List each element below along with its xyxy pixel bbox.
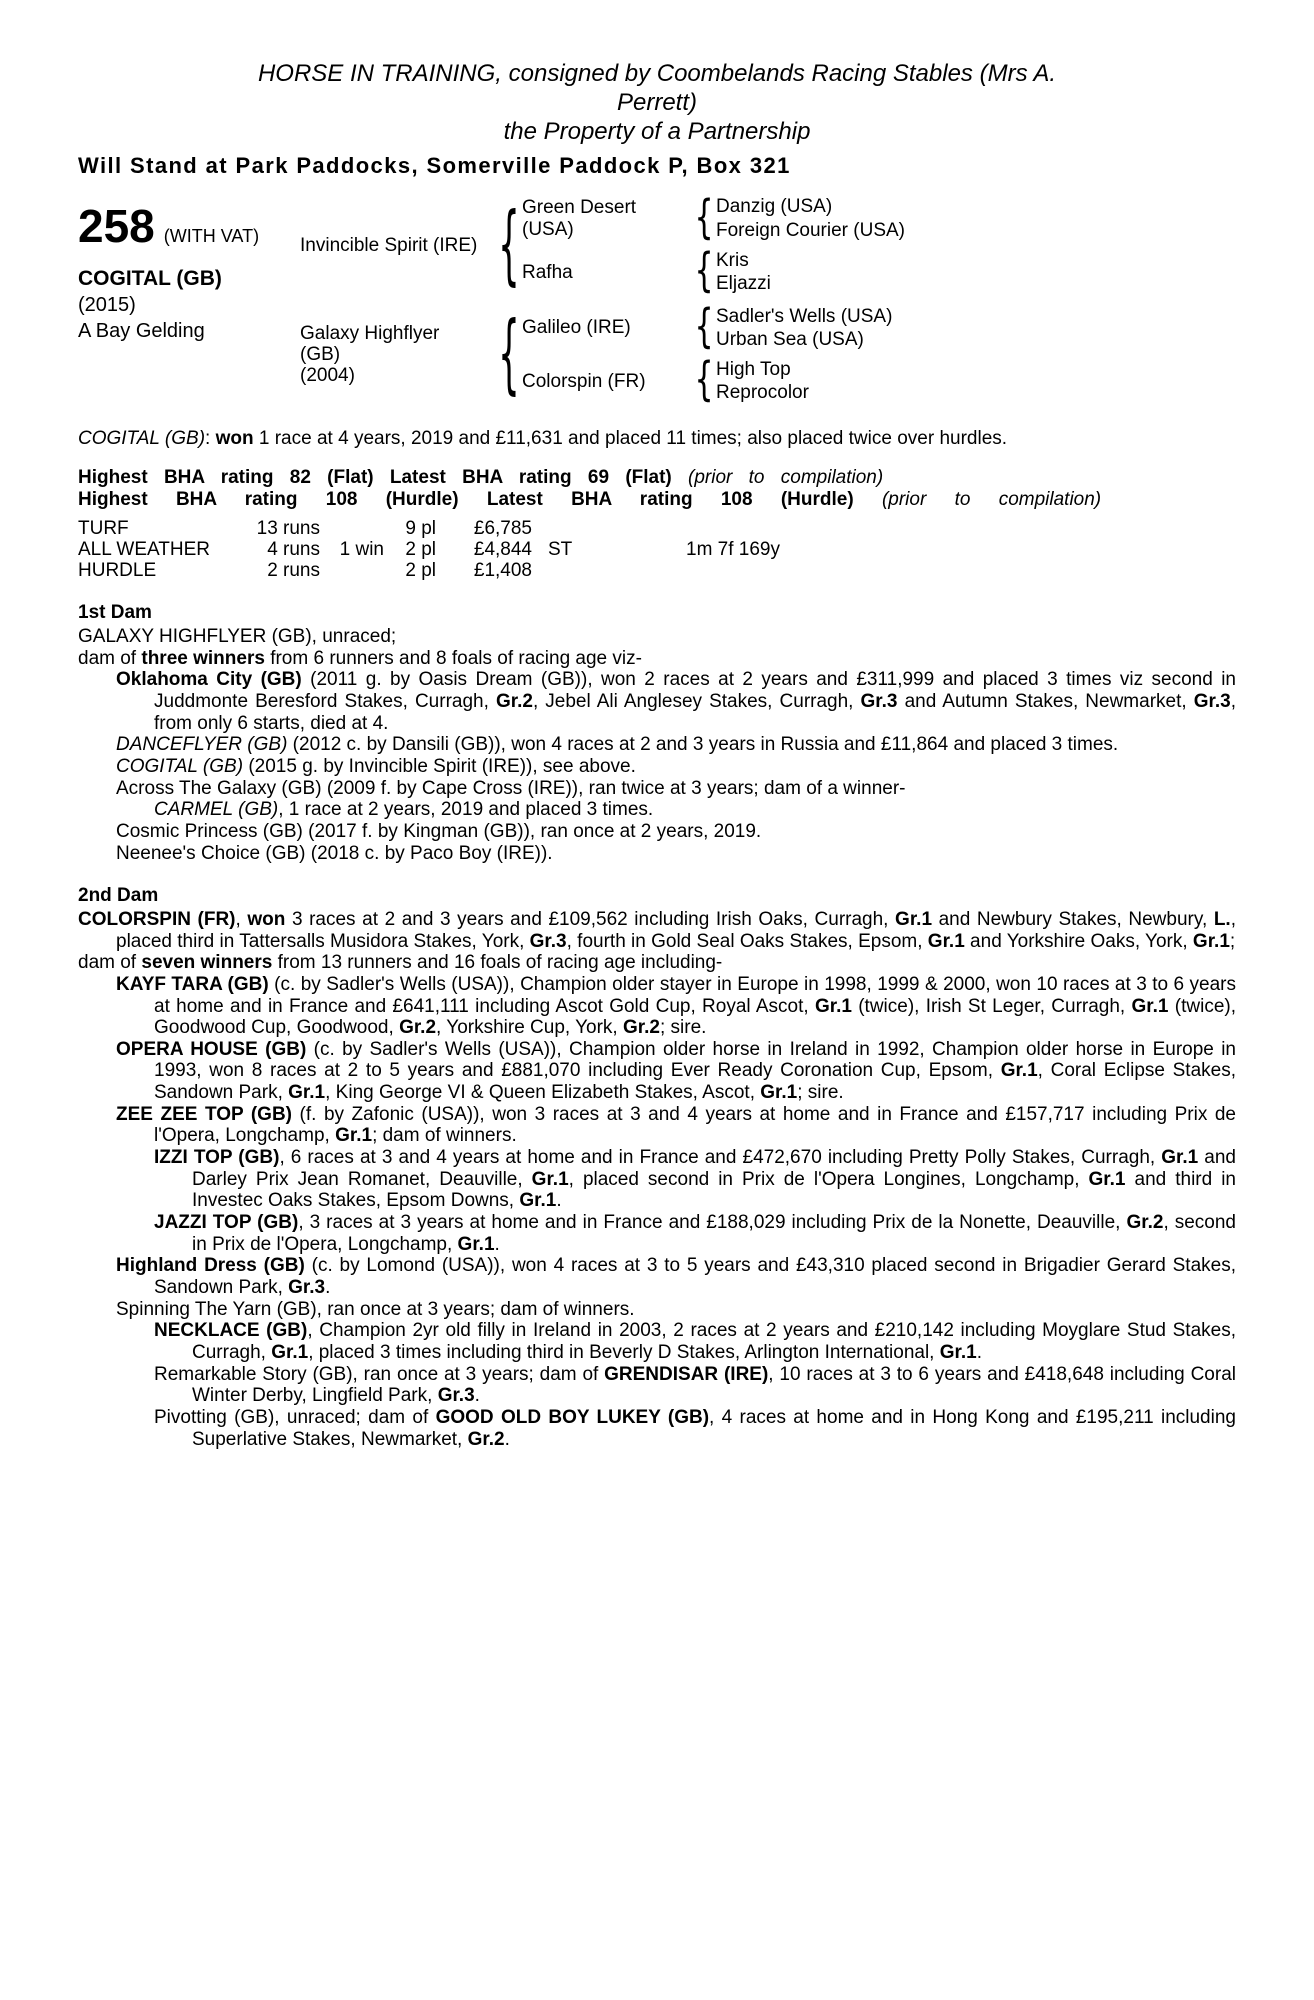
- produce-entry-zee-zee-top: ZEE ZEE TOP (GB) (f. by Zafonic (USA)), won 3 races at 3 and 4 years at home and in France and £157,717 including Prix de l'Opera, Longchamp, Gr.1; dam of winners.: [116, 1103, 1237, 1147]
- places-cell: 9 pl: [405, 517, 436, 539]
- page-header: [78, 60, 1236, 178]
- sire-name: Invincible Spirit (IRE): [300, 234, 478, 256]
- pedigree-sire-half: [300, 190, 1236, 299]
- dam-name: [300, 323, 496, 387]
- dam-sire-row: [522, 299, 1236, 355]
- produce-entry-highland-dress: Highland Dress (GB) (c. by Lomond (USA)), won 4 races at 3 to 5 years and £43,310 placed second in Brigadier Gerard Stakes, Sandown Park, Gr.3.: [116, 1255, 1236, 1299]
- bha-rating-flat: Highest BHA rating 82 (Flat) Latest BHA rating 69 (Flat) (prior to compilation): [78, 467, 884, 489]
- horse-name: COGITAL (GB): [78, 266, 222, 290]
- pedigree-table: [300, 190, 1236, 408]
- lot-number-row: [78, 200, 300, 252]
- st-cell: [532, 518, 686, 539]
- st-cell: ST: [548, 538, 573, 560]
- dam-name-line-2: (GB): [300, 343, 341, 365]
- sire-sire-row: [522, 190, 1236, 246]
- sire-dam-sire: Kris: [716, 250, 749, 271]
- second-dam-section: [78, 909, 1236, 1450]
- surface-cell: HURDLE: [78, 560, 157, 582]
- sire-dam-dam: Eljazzi: [716, 273, 771, 295]
- foaling-year: (2015): [78, 293, 136, 316]
- produce-entry-necklace: NECKLACE (GB), Champion 2yr old filly in Ireland in 2003, 2 races at 2 years and £210,142 including Moyglare Stud Stakes, Curragh, Gr.1, placed 3 times including third in Beverly D Stakes, Arlington International, Gr.1.: [154, 1320, 1236, 1364]
- places-cell: 2 pl: [405, 560, 436, 582]
- brace-icon: {: [498, 303, 520, 406]
- produce-entry-remarkable-story: Remarkable Story (GB), ran once at 3 years; dam of GRENDISAR (IRE), 10 races at 3 to 6 years and £418,648 including Coral Winter Derby, Lingfield Park, Gr.3.: [154, 1363, 1236, 1407]
- dam2-mare-line: COLORSPIN (FR), won 3 races at 2 and 3 years and £109,562 including Irish Oaks, Curragh, Gr.1 and Newbury Stakes, Newbury, L., placed third in Tattersalls Musidora Stakes, York, Gr.3, fourth in Gold Seal Oaks Stakes, Epsom, Gr.1 and Yorkshire Oaks, York, Gr.1;: [78, 908, 1236, 952]
- distance-cell: 1m 7f 169y: [686, 538, 780, 560]
- produce-entry-cogital: COGITAL (GB) (2015 g. by Invincible Spirit (IRE)), see above.: [116, 755, 636, 777]
- vat-note: (WITH VAT): [163, 226, 260, 247]
- produce-entry-carmel: CARMEL (GB), 1 race at 2 years, 2019 and placed 3 times.: [154, 799, 654, 821]
- dam-sire-sire: Sadler's Wells (USA): [716, 305, 893, 327]
- brace-icon: {: [498, 194, 520, 297]
- table-row-turf: [78, 518, 1236, 539]
- earnings-cell: £6,785: [473, 517, 532, 539]
- dam-dam-name: Colorspin (FR): [522, 370, 646, 392]
- pedigree-dam-half: [300, 299, 1236, 408]
- consignment-line-2: Perrett): [616, 88, 697, 116]
- second-dam-heading: 2nd Dam: [78, 885, 159, 907]
- brace-icon: {: [694, 244, 714, 299]
- earnings-cell: £4,844: [473, 538, 532, 560]
- bha-ratings: [78, 467, 1236, 510]
- first-dam-heading: 1st Dam: [78, 602, 152, 624]
- runs-cell: 13 runs: [256, 517, 320, 539]
- bha-rating-hurdle: Highest BHA rating 108 (Hurdle) Latest BHA rating 108 (Hurdle) (prior to compilation): [78, 488, 1102, 510]
- produce-entry-neenees-choice: Neenee's Choice (GB) (2018 c. by Paco Boy (IRE)).: [116, 842, 553, 864]
- produce-entry-cosmic-princess: Cosmic Princess (GB) (2017 f. by Kingman (GB)), ran once at 2 years, 2019.: [116, 820, 762, 842]
- dam-dam-row: [522, 353, 1236, 408]
- dam-name-line-3: (2004): [300, 365, 355, 387]
- sire-sire-name: Green Desert (USA): [522, 197, 637, 240]
- brace-icon: {: [694, 299, 714, 355]
- produce-entry-kayf-tara: KAYF TARA (GB) (c. by Sadler's Wells (USA)), Champion older stayer in Europe in 1998, 1999 & 2000, won 10 races at 3 to 6 years at home and in France and £641,111 including Ascot Gold Cup, Royal Ascot, Gr.1 (twice), Irish St Leger, Curragh, Gr.1 (twice), Goodwood Cup, Goodwood, Gr.2, Yorkshire Cup, York, Gr.2; sire.: [116, 973, 1236, 1039]
- sire-dam-row: [522, 244, 1236, 299]
- lot-number: 258: [78, 200, 155, 253]
- lot-and-pedigree: [78, 190, 1236, 408]
- dam-dam-sire: High Top: [716, 359, 791, 381]
- first-dam-section: [78, 626, 1236, 864]
- sire-sire-dam: Foreign Courier (USA): [716, 219, 905, 241]
- stand-location-line: Will Stand at Park Paddocks, Somerville Paddock P, Box 321: [78, 153, 791, 179]
- runs-cell: 2 runs: [267, 560, 320, 582]
- surface-cell: TURF: [78, 517, 129, 539]
- distance-cell: [686, 518, 1236, 539]
- lot-block: [78, 194, 300, 342]
- race-record-table: [78, 518, 1236, 582]
- wins-cell: 1 win: [339, 538, 384, 560]
- dam-dam-dam: Reprocolor: [716, 382, 809, 404]
- produce-entry-danceflyer: DANCEFLYER (GB) (2012 c. by Dansili (GB)), won 4 races at 2 and 3 years in Russia and £11,864 and placed 3 times.: [116, 734, 1119, 756]
- table-row-hurdle: [78, 560, 1236, 581]
- dam1-mare-line: GALAXY HIGHFLYER (GB), unraced;: [78, 626, 397, 648]
- colour-sex: A Bay Gelding: [78, 319, 205, 342]
- brace-icon: {: [694, 190, 714, 246]
- produce-entry-pivotting: Pivotting (GB), unraced; dam of GOOD OLD BOY LUKEY (GB), 4 races at home and in Hong Kong and £195,211 including Superlative Stakes, Newmarket, Gr.2.: [154, 1406, 1236, 1450]
- produce-entry-izzi-top: IZZI TOP (GB), 6 races at 3 and 4 years at home and in France and £472,670 including Pretty Polly Stakes, Curragh, Gr.1 and Darley Prix Jean Romanet, Deauville, Gr.1, placed second in Prix de l'Opera Longines, Longchamp, Gr.1 and third in Investec Oaks Stakes, Epsom Downs, Gr.1.: [154, 1147, 1237, 1212]
- dam-name-line-1: Galaxy Highflyer: [300, 322, 440, 344]
- race-record-summary: COGITAL (GB): won 1 race at 4 years, 2019 and £11,631 and placed 11 times; also placed twice over hurdles.: [78, 427, 1008, 449]
- dam-sire-name: Galileo (IRE): [522, 317, 631, 339]
- produce-entry-oklahoma-city: Oklahoma City (GB) (2011 g. by Oasis Dream (GB)), won 2 races at 2 years and £311,999 and placed 3 times viz second in Juddmonte Beresford Stakes, Curragh, Gr.2, Jebel Ali Anglesey Stakes, Curragh, Gr.3 and Autumn Stakes, Newmarket, Gr.3, from only 6 starts, died at 4.: [116, 669, 1236, 734]
- table-row-all-weather: [78, 539, 1236, 560]
- produce-entry-across-the-galaxy: Across The Galaxy (GB) (2009 f. by Cape Cross (IRE)), ran twice at 3 years; dam of a winner-: [116, 777, 906, 799]
- earnings-cell: £1,408: [473, 560, 532, 582]
- places-cell: 2 pl: [405, 538, 436, 560]
- brace-icon: {: [694, 353, 714, 408]
- wins-cell: [320, 560, 384, 581]
- consignment-line-1: HORSE IN TRAINING, consigned by Coombelands Racing Stables (Mrs A.: [257, 60, 1057, 87]
- produce-entry-jazzi-top: JAZZI TOP (GB), 3 races at 3 years at home and in France and £188,029 including Prix de la Nonette, Deauville, Gr.2, second in Prix de l'Opera, Longchamp, Gr.1.: [154, 1212, 1236, 1255]
- property-line: the Property of a Partnership: [503, 117, 811, 145]
- sire-dam-name: Rafha: [522, 261, 573, 283]
- dam-sire-dam: Urban Sea (USA): [716, 328, 864, 350]
- produce-entry-opera-house: OPERA HOUSE (GB) (c. by Sadler's Wells (USA)), Champion older horse in Ireland in 1992, Champion older horse in Europe in 1993, won 8 races at 2 to 5 years and £881,070 including Ever Ready Coronation Cup, Epsom, Gr.1, Coral Eclipse Stakes, Sandown Park, Gr.1, King George VI & Queen Elizabeth Stakes, Ascot, Gr.1; sire.: [116, 1038, 1237, 1104]
- wins-cell: [320, 518, 384, 539]
- produce-entry-spinning-the-yarn: Spinning The Yarn (GB), ran once at 3 years; dam of winners.: [116, 1298, 635, 1320]
- dam2-produce-summary: dam of seven winners from 13 runners and 16 foals of racing age including-: [78, 952, 723, 974]
- runs-cell: 4 runs: [267, 538, 320, 560]
- st-cell: [532, 560, 686, 581]
- surface-cell: ALL WEATHER: [78, 538, 210, 560]
- sire-sire-sire: Danzig (USA): [716, 196, 833, 218]
- dam1-produce-summary: dam of three winners from 6 runners and 8 foals of racing age viz-: [78, 647, 642, 669]
- distance-cell: [686, 560, 1236, 581]
